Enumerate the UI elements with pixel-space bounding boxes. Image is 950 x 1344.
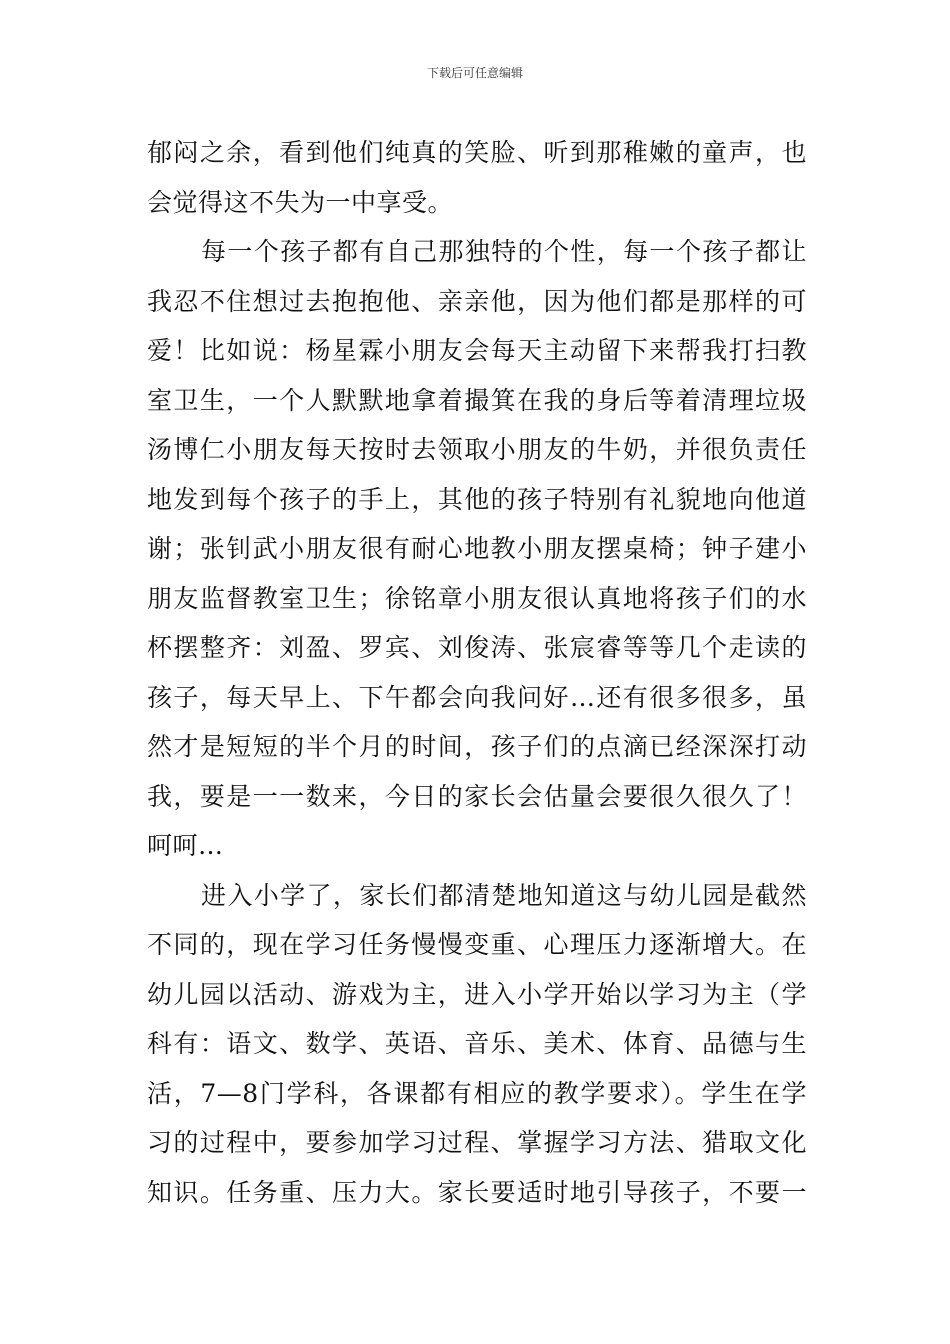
paragraph-first-line: 进入小学了，家长们都清楚地知道这与幼儿园是截然 <box>201 880 807 910</box>
text-line: 爱！比如说：杨星霖小朋友会每天主动留下来帮我打扫教 <box>147 336 807 365</box>
text-line: 我忍不住想过去抱抱他、亲亲他，因为他们都是那样的可 <box>147 286 807 316</box>
text-line: 谢；张钊武小朋友很有耐心地教小朋友摆桌椅；钟子建小 <box>147 534 807 563</box>
paragraph-first-line: 每一个孩子都有自己那独特的个性，每一个孩子都让 <box>201 237 807 266</box>
text-line: 孩子，每天早上、下午都会向我问好…还有很多很多，虽 <box>147 682 807 712</box>
text-line: 我，要是一一数来，今日的家长会估量会要很久很久了！ <box>147 781 807 811</box>
text-line: 科有：语文、数学、英语、音乐、美术、体育、品德与生 <box>147 1029 807 1058</box>
text-line: 活，7—8门学科，各课都有相应的教学要求）。学生在学 <box>147 1078 807 1108</box>
text-line: 汤博仁小朋友每天按时去领取小朋友的牛奶，并很负责任 <box>147 435 807 464</box>
text-line: 朋友监督教室卫生；徐铭章小朋友很认真地将孩子们的水 <box>147 583 807 613</box>
text-line: 呵呵… <box>147 831 224 860</box>
text-line: 会觉得这不失为一中享受。 <box>147 187 454 217</box>
text-line: 习的过程中，要参加学习过程、掌握学习方法、猎取文化 <box>147 1128 807 1157</box>
document-body <box>147 128 807 1217</box>
text-line: 郁闷之余，看到他们纯真的笑脸、听到那稚嫩的童声，也 <box>147 138 807 167</box>
text-line: 室卫生，一个人默默地拿着撮箕在我的身后等着清理垃圾 <box>147 385 807 415</box>
text-line: 知识。任务重、压力大。家长要适时地引导孩子，不要一 <box>147 1177 807 1207</box>
text-line: 杯摆整齐：刘盈、罗宾、刘俊涛、张宸睿等等几个走读的 <box>147 633 807 662</box>
text-line: 幼儿园以活动、游戏为主，进入小学开始以学习为主（学 <box>147 979 807 1009</box>
text-line: 地发到每个孩子的手上，其他的孩子特别有礼貌地向他道 <box>147 484 807 514</box>
text-line: 然才是短短的半个月的时间，孩子们的点滴已经深深打动 <box>147 732 807 761</box>
page-header-note: 下载后可任意编辑 <box>426 66 523 80</box>
text-line: 不同的，现在学习任务慢慢变重、心理压力逐渐增大。在 <box>147 930 807 959</box>
